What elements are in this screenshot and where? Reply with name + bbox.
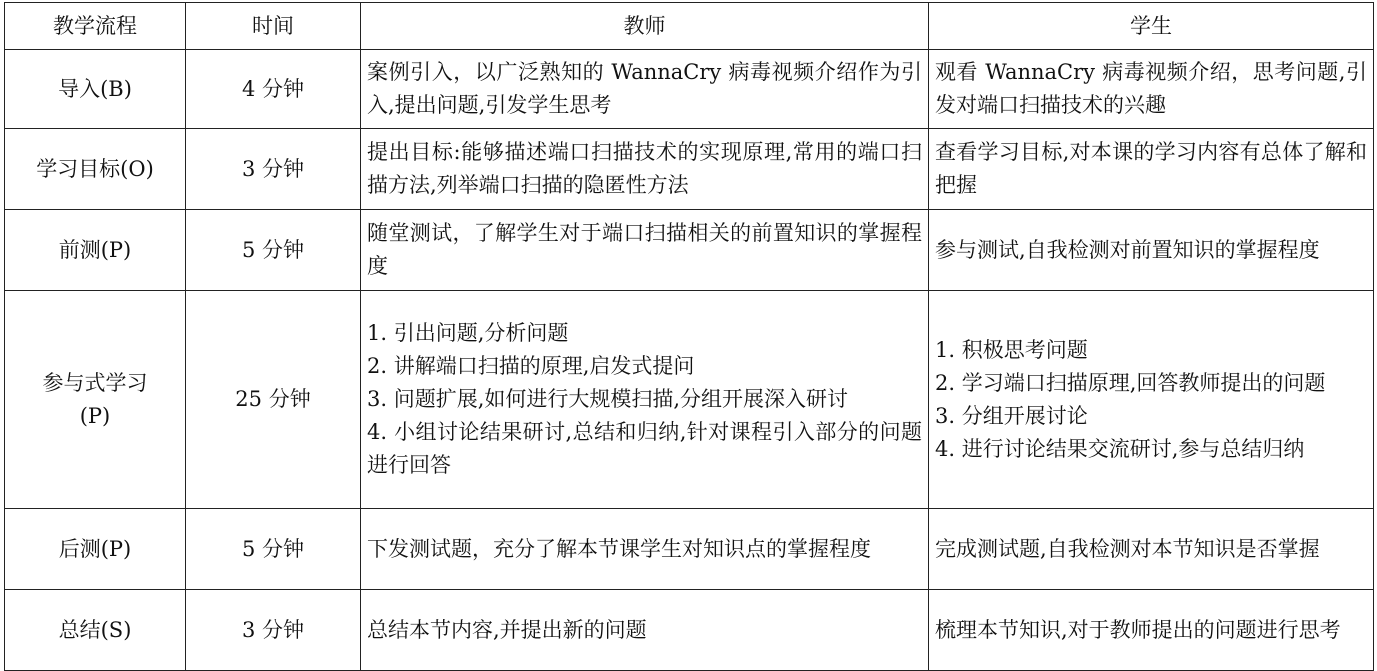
student-step: 1. 积极思考问题 (935, 337, 1088, 362)
time-cell: 4 分钟 (186, 50, 361, 129)
stage-cell (5, 590, 186, 671)
header-stage: 教学流程 (5, 3, 186, 50)
header-time: 时间 (186, 3, 361, 50)
teacher-cell (361, 291, 929, 509)
table-row (5, 50, 1374, 129)
header-student: 学生 (929, 3, 1374, 50)
stage-cell (5, 509, 186, 590)
student-cell (929, 509, 1374, 590)
teacher-text: 下发测试题，充分了解本节课学生对知识点的掌握程度 (367, 536, 871, 561)
student-cell (929, 50, 1374, 129)
time-cell: 5 分钟 (186, 509, 361, 590)
stage-cell (5, 129, 186, 210)
student-text: 参与测试,自我检测对前置知识的掌握程度 (935, 237, 1320, 262)
student-text: 查看学习目标,对本课的学习内容有总体了解和把握 (935, 140, 1367, 197)
header-teacher: 教师 (361, 3, 929, 50)
table-row (5, 129, 1374, 210)
stage-text: 总结(S) (58, 617, 132, 642)
student-cell (929, 590, 1374, 671)
table-row (5, 291, 1374, 509)
time-cell: 3 分钟 (186, 129, 361, 210)
stage-text: (P) (79, 403, 111, 428)
teacher-cell (361, 509, 929, 590)
stage-cell (5, 50, 186, 129)
teacher-step: 4. 小组讨论结果研讨,总结和归纳,针对课程引入部分的问题进行回答 (367, 420, 922, 477)
student-cell (929, 129, 1374, 210)
stage-text: 导入(B) (58, 76, 132, 101)
teacher-cell (361, 210, 929, 291)
teacher-step: 1. 引出问题,分析问题 (367, 321, 569, 345)
table-row (5, 210, 1374, 291)
time-cell: 3 分钟 (186, 590, 361, 671)
stage-text: 后测(P) (58, 536, 132, 561)
teacher-text: 随堂测试，了解学生对于端口扫描相关的前置知识的掌握程度 (367, 221, 922, 278)
student-text: 观看 WannaCry 病毒视频介绍，思考问题,引发对端口扫描技术的兴趣 (935, 60, 1367, 117)
student-text: 完成测试题,自我检测对本节知识是否掌握 (935, 536, 1320, 561)
student-step: 3. 分组开展讨论 (935, 403, 1088, 428)
time-cell: 5 分钟 (186, 210, 361, 291)
stage-text: 参与式学习 (42, 370, 148, 395)
student-cell (929, 210, 1374, 291)
stage-cell (5, 291, 186, 509)
student-text: 梳理本节知识,对于教师提出的问题进行思考 (935, 617, 1341, 642)
stage-cell (5, 210, 186, 291)
teacher-step: 2. 讲解端口扫描的原理,启发式提问 (367, 354, 695, 378)
student-cell (929, 291, 1374, 509)
teacher-text: 提出目标:能够描述端口扫描技术的实现原理,常用的端口扫描方法,列举端口扫描的隐匿性方法 (367, 140, 922, 197)
student-step: 2. 学习端口扫描原理,回答教师提出的问题 (935, 370, 1326, 395)
stage-text: 学习目标(O) (36, 156, 154, 181)
table-row (5, 509, 1374, 590)
time-cell: 25 分钟 (186, 291, 361, 509)
teacher-cell (361, 129, 929, 210)
stage-text: 前测(P) (58, 237, 132, 262)
teacher-cell (361, 50, 929, 129)
teacher-text: 案例引入，以广泛熟知的 WannaCry 病毒视频介绍作为引入,提出问题,引发学生思考 (367, 60, 922, 117)
teacher-text: 总结本节内容,并提出新的问题 (367, 617, 647, 642)
header-row (5, 3, 1374, 50)
teacher-cell (361, 590, 929, 671)
table-row (5, 590, 1374, 671)
lesson-flow-table (4, 2, 1374, 671)
student-step: 4. 进行讨论结果交流研讨,参与总结归纳 (935, 436, 1305, 461)
teacher-step: 3. 问题扩展,如何进行大规模扫描,分组开展深入研讨 (367, 387, 849, 411)
